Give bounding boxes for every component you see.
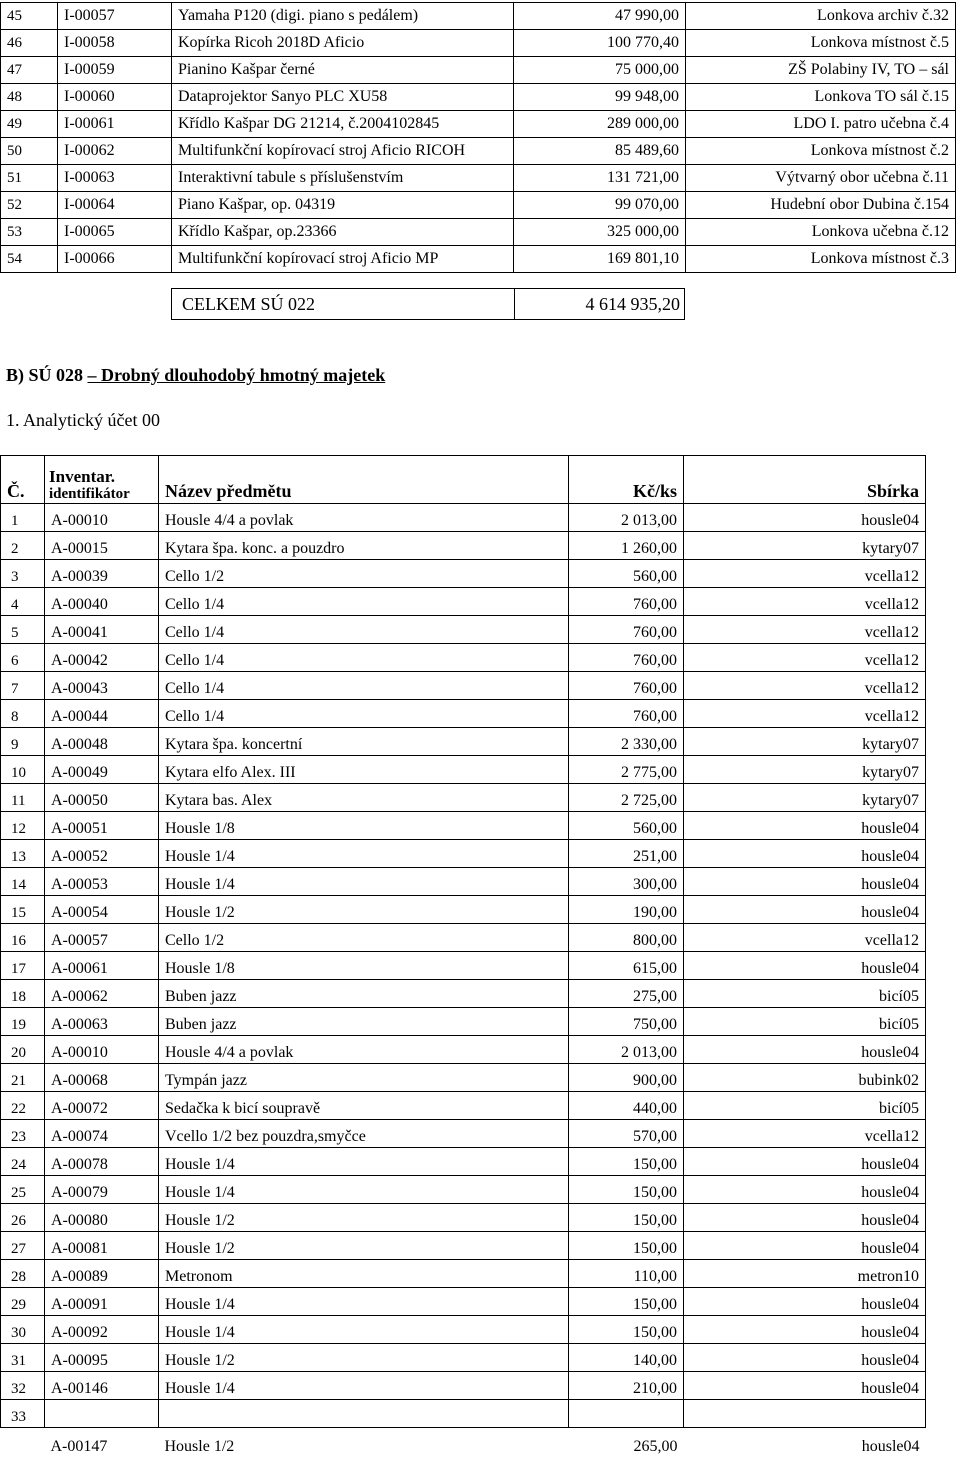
- table-row: [1, 560, 926, 588]
- total-box: [171, 288, 685, 320]
- item-price: 99 948,00: [514, 84, 686, 111]
- item-location: Lonkova místnost č.3: [686, 246, 956, 273]
- row-number: 50: [1, 138, 58, 165]
- total-divider: [514, 289, 515, 319]
- table-row: [1, 1092, 926, 1120]
- row-number-empty: [1, 1428, 45, 1457]
- item-price: 150,00: [569, 1176, 684, 1204]
- item-name: Housle 1/2: [159, 1428, 569, 1457]
- item-price: 760,00: [569, 588, 684, 616]
- item-collection: housle04: [684, 1372, 926, 1400]
- table-row: [1, 1260, 926, 1288]
- header-no: Č.: [1, 456, 45, 504]
- item-price: 140,00: [569, 1344, 684, 1372]
- table-row: [1, 84, 956, 111]
- item-price: 289 000,00: [514, 111, 686, 138]
- item-collection: vcella12: [684, 1120, 926, 1148]
- table-row: [1, 532, 926, 560]
- item-name: Křídlo Kašpar DG 21214, č.2004102845: [172, 111, 514, 138]
- item-price: 275,00: [569, 980, 684, 1008]
- item-collection: housle04: [684, 896, 926, 924]
- inventory-id: A-00146: [45, 1372, 159, 1400]
- inventory-id: A-00044: [45, 700, 159, 728]
- item-price: 760,00: [569, 672, 684, 700]
- item-price: 251,00: [569, 840, 684, 868]
- row-number: 16: [1, 924, 45, 952]
- item-name: Metronom: [159, 1260, 569, 1288]
- item-name: Multifunkční kopírovací stroj Aficio RICOH: [172, 138, 514, 165]
- row-number: 24: [1, 1148, 45, 1176]
- item-price: 47 990,00: [514, 3, 686, 30]
- row-number: 13: [1, 840, 45, 868]
- inventory-id: A-00074: [45, 1120, 159, 1148]
- item-price: 1 260,00: [569, 532, 684, 560]
- header-identifier-line1: Inventar.: [49, 467, 115, 486]
- row-number: 1: [1, 504, 45, 532]
- inventory-id: I-00059: [58, 57, 172, 84]
- row-number: 11: [1, 784, 45, 812]
- row-number: 5: [1, 616, 45, 644]
- table-row: [1, 784, 926, 812]
- table-row: [1, 588, 926, 616]
- row-number: 3: [1, 560, 45, 588]
- row-number: 32: [1, 1372, 45, 1400]
- row-number: 12: [1, 812, 45, 840]
- inventory-table-su022: [0, 2, 956, 273]
- item-price: 2 013,00: [569, 1036, 684, 1064]
- item-price: 440,00: [569, 1092, 684, 1120]
- item-price: 100 770,40: [514, 30, 686, 57]
- item-name: Housle 1/2: [159, 1232, 569, 1260]
- item-location: Lonkova TO sál č.15: [686, 84, 956, 111]
- row-number: 9: [1, 728, 45, 756]
- table-row: [1, 111, 956, 138]
- item-price: 760,00: [569, 644, 684, 672]
- header-identifier: [45, 456, 159, 504]
- item-name: Housle 1/2: [159, 896, 569, 924]
- item-collection: housle04: [684, 1316, 926, 1344]
- item-collection: housle04: [684, 504, 926, 532]
- inventory-id: A-00078: [45, 1148, 159, 1176]
- table-row: [1, 30, 956, 57]
- table-row: [1, 504, 926, 532]
- item-location: Lonkova místnost č.5: [686, 30, 956, 57]
- row-number: 25: [1, 1176, 45, 1204]
- item-name: Dataprojektor Sanyo PLC XU58: [172, 84, 514, 111]
- item-name: Housle 1/4: [159, 1176, 569, 1204]
- item-collection: housle04: [684, 952, 926, 980]
- header-identifier-line2: identifikátor: [49, 486, 130, 502]
- row-number: 7: [1, 672, 45, 700]
- item-price: 85 489,60: [514, 138, 686, 165]
- analytic-account-title: 1. Analytický účet 00: [6, 410, 160, 431]
- table-row: [1, 868, 926, 896]
- inventory-id: A-00063: [45, 1008, 159, 1036]
- item-name: Housle 4/4 a povlak: [159, 1036, 569, 1064]
- item-name: Housle 1/4: [159, 840, 569, 868]
- item-price: 265,00: [569, 1428, 684, 1457]
- item-price: 800,00: [569, 924, 684, 952]
- item-name: Sedačka k bicí soupravě: [159, 1092, 569, 1120]
- item-name: Buben jazz: [159, 1008, 569, 1036]
- item-collection: metron10: [684, 1260, 926, 1288]
- inventory-id: A-00091: [45, 1288, 159, 1316]
- item-collection: housle04: [684, 1232, 926, 1260]
- table-row: [1, 3, 956, 30]
- item-price: 210,00: [569, 1372, 684, 1400]
- table-row: [1, 812, 926, 840]
- row-number: 54: [1, 246, 58, 273]
- header-price: Kč/ks: [569, 456, 684, 504]
- item-name: Housle 1/2: [159, 1344, 569, 1372]
- item-collection: vcella12: [684, 560, 926, 588]
- inventory-id: A-00042: [45, 644, 159, 672]
- table-row: [1, 1344, 926, 1372]
- inventory-id: A-00147: [45, 1428, 159, 1457]
- inventory-id: A-00052: [45, 840, 159, 868]
- row-number: 23: [1, 1120, 45, 1148]
- row-number: 45: [1, 3, 58, 30]
- row-number: 31: [1, 1344, 45, 1372]
- row-number: 52: [1, 192, 58, 219]
- inventory-id: A-00057: [45, 924, 159, 952]
- inventory-id: I-00062: [58, 138, 172, 165]
- inventory-id: A-00010: [45, 504, 159, 532]
- item-name: Buben jazz: [159, 980, 569, 1008]
- inventory-id: A-00041: [45, 616, 159, 644]
- item-price: 750,00: [569, 1008, 684, 1036]
- item-price: [569, 1400, 684, 1428]
- item-name: Yamaha P120 (digi. piano s pedálem): [172, 3, 514, 30]
- item-name: Housle 1/4: [159, 868, 569, 896]
- item-name: Cello 1/4: [159, 700, 569, 728]
- item-collection: housle04: [684, 1148, 926, 1176]
- table-row: [1, 672, 926, 700]
- table-row: [1, 1064, 926, 1092]
- inventory-id: A-00010: [45, 1036, 159, 1064]
- item-collection: housle04: [684, 1344, 926, 1372]
- item-price: 760,00: [569, 700, 684, 728]
- item-name: Kytara špa. koncertní: [159, 728, 569, 756]
- row-number: 2: [1, 532, 45, 560]
- inventory-id: A-00072: [45, 1092, 159, 1120]
- item-collection: vcella12: [684, 700, 926, 728]
- item-price: 560,00: [569, 560, 684, 588]
- header-collection: Sbírka: [684, 456, 926, 504]
- item-price: 615,00: [569, 952, 684, 980]
- item-collection: vcella12: [684, 644, 926, 672]
- item-collection: housle04: [684, 1204, 926, 1232]
- inventory-id: A-00015: [45, 532, 159, 560]
- row-number: 30: [1, 1316, 45, 1344]
- item-collection: housle04: [684, 1288, 926, 1316]
- row-number: 22: [1, 1092, 45, 1120]
- inventory-id: A-00050: [45, 784, 159, 812]
- row-number: 49: [1, 111, 58, 138]
- item-collection: housle04: [684, 1036, 926, 1064]
- inventory-id: I-00060: [58, 84, 172, 111]
- table-row: [1, 1232, 926, 1260]
- item-collection: housle04: [684, 812, 926, 840]
- table-row: [1, 840, 926, 868]
- item-name: Housle 1/8: [159, 952, 569, 980]
- item-price: 110,00: [569, 1260, 684, 1288]
- inventory-id: A-00039: [45, 560, 159, 588]
- item-collection: housle04: [684, 840, 926, 868]
- inventory-id: A-00061: [45, 952, 159, 980]
- inventory-id: I-00064: [58, 192, 172, 219]
- inventory-id: A-00062: [45, 980, 159, 1008]
- row-number: 53: [1, 219, 58, 246]
- inventory-id: A-00081: [45, 1232, 159, 1260]
- row-number: 4: [1, 588, 45, 616]
- item-name: Housle 1/4: [159, 1288, 569, 1316]
- item-name: Cello 1/4: [159, 672, 569, 700]
- item-collection: bicí05: [684, 1092, 926, 1120]
- item-name: Kytara bas. Alex: [159, 784, 569, 812]
- item-price: 190,00: [569, 896, 684, 924]
- table-row: [1, 1120, 926, 1148]
- item-location: LDO I. patro učebna č.4: [686, 111, 956, 138]
- row-number: 6: [1, 644, 45, 672]
- item-collection: [684, 1400, 926, 1428]
- item-collection: vcella12: [684, 924, 926, 952]
- table-row: [1, 1176, 926, 1204]
- item-name: Křídlo Kašpar, op.23366: [172, 219, 514, 246]
- table-row: [1, 980, 926, 1008]
- total-label: CELKEM SÚ 022: [182, 294, 315, 315]
- row-number: 47: [1, 57, 58, 84]
- item-name: [159, 1400, 569, 1428]
- item-location: Lonkova místnost č.2: [686, 138, 956, 165]
- item-price: 2 013,00: [569, 504, 684, 532]
- table-row: [1, 952, 926, 980]
- table-row: [1, 616, 926, 644]
- table-row: [1, 728, 926, 756]
- item-collection: kytary07: [684, 728, 926, 756]
- item-price: 150,00: [569, 1148, 684, 1176]
- row-number: 48: [1, 84, 58, 111]
- table-row: [1, 1148, 926, 1176]
- item-location: Lonkova archiv č.32: [686, 3, 956, 30]
- inventory-id: A-00079: [45, 1176, 159, 1204]
- item-collection: bicí05: [684, 980, 926, 1008]
- inventory-id: I-00063: [58, 165, 172, 192]
- item-price: 150,00: [569, 1232, 684, 1260]
- row-number: 33: [1, 1400, 45, 1428]
- item-price: 169 801,10: [514, 246, 686, 273]
- row-number: 21: [1, 1064, 45, 1092]
- item-collection: vcella12: [684, 588, 926, 616]
- item-name: Cello 1/2: [159, 560, 569, 588]
- item-price: 131 721,00: [514, 165, 686, 192]
- table-row: [1, 1372, 926, 1400]
- item-collection: housle04: [684, 868, 926, 896]
- inventory-id: I-00065: [58, 219, 172, 246]
- item-collection: kytary07: [684, 756, 926, 784]
- inventory-id: A-00095: [45, 1344, 159, 1372]
- table-row: [1, 192, 956, 219]
- item-name: Housle 1/4: [159, 1148, 569, 1176]
- table-row: [1, 1288, 926, 1316]
- item-name: Housle 1/4: [159, 1372, 569, 1400]
- item-collection: bubink02: [684, 1064, 926, 1092]
- item-name: Cello 1/2: [159, 924, 569, 952]
- item-name: Housle 1/2: [159, 1204, 569, 1232]
- item-price: 150,00: [569, 1316, 684, 1344]
- table-row: [1, 756, 926, 784]
- section-prefix: B) SÚ 028: [6, 365, 88, 385]
- row-number: 28: [1, 1260, 45, 1288]
- inventory-id: A-00080: [45, 1204, 159, 1232]
- item-price: 300,00: [569, 868, 684, 896]
- row-number: 8: [1, 700, 45, 728]
- inventory-id: A-00092: [45, 1316, 159, 1344]
- item-name: Cello 1/4: [159, 588, 569, 616]
- item-name: Kytara špa. konc. a pouzdro: [159, 532, 569, 560]
- item-price: 570,00: [569, 1120, 684, 1148]
- row-number: 10: [1, 756, 45, 784]
- table-row: [1, 1400, 926, 1428]
- inventory-table-su028: [0, 455, 926, 1457]
- row-number: 26: [1, 1204, 45, 1232]
- item-price: 900,00: [569, 1064, 684, 1092]
- item-price: 2 725,00: [569, 784, 684, 812]
- item-collection: housle04: [684, 1428, 926, 1457]
- section-heading: [6, 365, 385, 386]
- row-number: 46: [1, 30, 58, 57]
- item-price: 325 000,00: [514, 219, 686, 246]
- item-collection: housle04: [684, 1176, 926, 1204]
- inventory-id: A-00048: [45, 728, 159, 756]
- table-row: [1, 219, 956, 246]
- inventory-id: A-00054: [45, 896, 159, 924]
- item-name: Piano Kašpar, op. 04319: [172, 192, 514, 219]
- inventory-id: A-00040: [45, 588, 159, 616]
- item-collection: kytary07: [684, 784, 926, 812]
- item-location: Hudební obor Dubina č.154: [686, 192, 956, 219]
- table-row: [1, 924, 926, 952]
- inventory-id: A-00049: [45, 756, 159, 784]
- item-price: 2 330,00: [569, 728, 684, 756]
- item-price: 150,00: [569, 1204, 684, 1232]
- inventory-id: A-00053: [45, 868, 159, 896]
- item-price: 560,00: [569, 812, 684, 840]
- item-name: Housle 1/8: [159, 812, 569, 840]
- section-title: – Drobný dlouhodobý hmotný majetek: [88, 365, 386, 385]
- inventory-id: A-00089: [45, 1260, 159, 1288]
- item-price: 760,00: [569, 616, 684, 644]
- row-number: 17: [1, 952, 45, 980]
- row-number: 19: [1, 1008, 45, 1036]
- item-name: Housle 4/4 a povlak: [159, 504, 569, 532]
- table-header-row: [1, 456, 926, 504]
- table-row: [1, 1008, 926, 1036]
- table-row: [1, 644, 926, 672]
- table-row: [1, 1204, 926, 1232]
- item-collection: vcella12: [684, 616, 926, 644]
- table-row: [1, 896, 926, 924]
- item-price: 99 070,00: [514, 192, 686, 219]
- row-number: 14: [1, 868, 45, 896]
- item-price: 75 000,00: [514, 57, 686, 84]
- item-name: Housle 1/4: [159, 1316, 569, 1344]
- table-row: [1, 57, 956, 84]
- table-row: [1, 138, 956, 165]
- row-number: 27: [1, 1232, 45, 1260]
- inventory-id: I-00058: [58, 30, 172, 57]
- item-collection: vcella12: [684, 672, 926, 700]
- inventory-id: A-00051: [45, 812, 159, 840]
- inventory-id: A-00068: [45, 1064, 159, 1092]
- item-price: 150,00: [569, 1288, 684, 1316]
- table-row: [1, 165, 956, 192]
- inventory-id: [45, 1400, 159, 1428]
- table-row: [1, 1036, 926, 1064]
- total-value: 4 614 935,20: [586, 294, 681, 315]
- item-collection: bicí05: [684, 1008, 926, 1036]
- item-name: Kytara elfo Alex. III: [159, 756, 569, 784]
- header-name: Název předmětu: [159, 456, 569, 504]
- item-collection: kytary07: [684, 532, 926, 560]
- item-name: Interaktivní tabule s příslušenstvím: [172, 165, 514, 192]
- item-name: Kopírka Ricoh 2018D Aficio: [172, 30, 514, 57]
- table-row: [1, 700, 926, 728]
- item-name: Tympán jazz: [159, 1064, 569, 1092]
- item-name: Vcello 1/2 bez pouzdra,smyčce: [159, 1120, 569, 1148]
- row-number: 51: [1, 165, 58, 192]
- item-name: Multifunkční kopírovací stroj Aficio MP: [172, 246, 514, 273]
- item-location: ZŠ Polabiny IV, TO – sál: [686, 57, 956, 84]
- item-name: Pianino Kašpar černé: [172, 57, 514, 84]
- inventory-id: I-00057: [58, 3, 172, 30]
- item-price: 2 775,00: [569, 756, 684, 784]
- row-number: 18: [1, 980, 45, 1008]
- row-number: 29: [1, 1288, 45, 1316]
- row-number: 20: [1, 1036, 45, 1064]
- item-name: Cello 1/4: [159, 644, 569, 672]
- row-number: 15: [1, 896, 45, 924]
- item-location: Lonkova učebna č.12: [686, 219, 956, 246]
- inventory-id: I-00066: [58, 246, 172, 273]
- inventory-id: A-00043: [45, 672, 159, 700]
- table-row: [1, 246, 956, 273]
- item-location: Výtvarný obor učebna č.11: [686, 165, 956, 192]
- item-name: Cello 1/4: [159, 616, 569, 644]
- inventory-id: I-00061: [58, 111, 172, 138]
- table-row-continued: [1, 1428, 926, 1457]
- table-row: [1, 1316, 926, 1344]
